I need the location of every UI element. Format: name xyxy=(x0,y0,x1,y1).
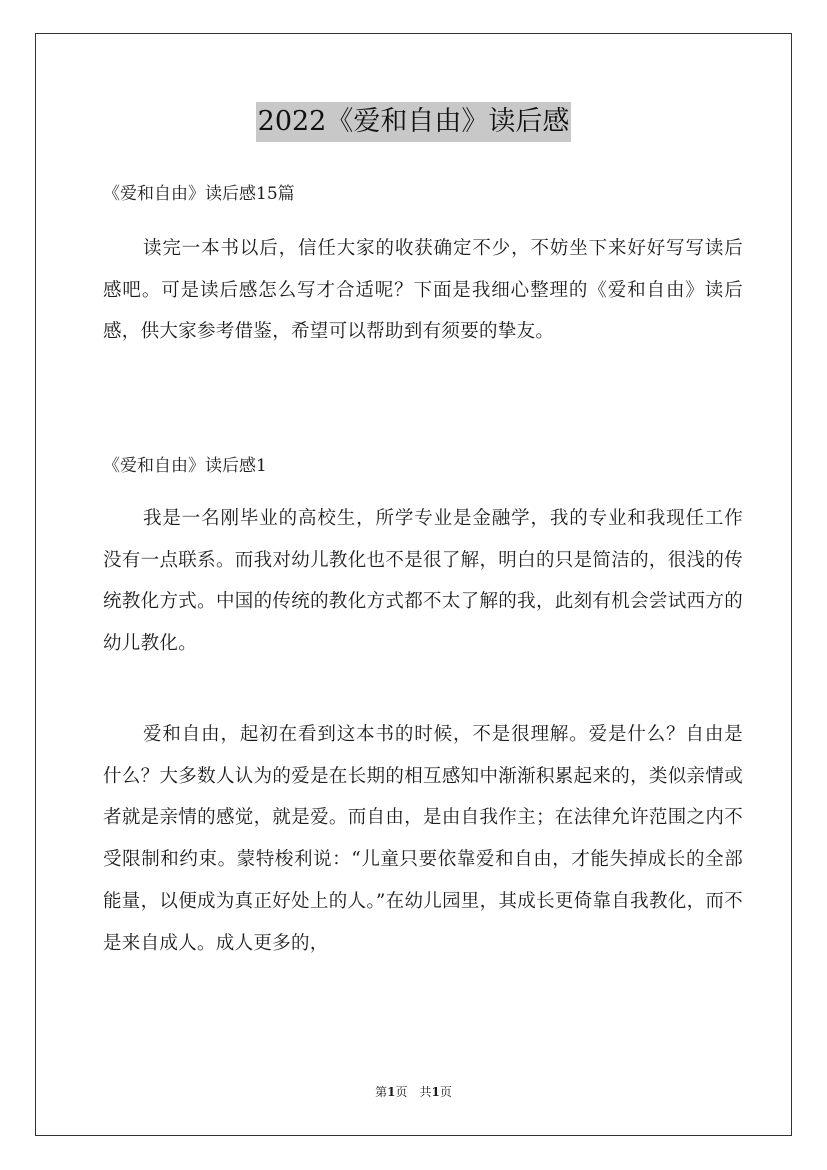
section1-paragraph-2: 爱和自由，起初在看到这本书的时候，不是很理解。爱是什么？自由是什么？大多数人认为的爱是在长期的相互感知中渐渐积累起来的，类似亲情或者就是亲情的感觉，就是爱。而自由，是由自我作主；在法律允许范围之内不受限制和约束。蒙特梭利说：“儿童只要依靠爱和自由，才能失掉成长的全部能量，以便成为真正好处上的人。”在幼儿园里，其成长更倚靠自我教化，而不是来自成人。成人更多的， xyxy=(103,724,743,954)
footer-total-pages: 1 xyxy=(431,1085,440,1099)
document-title: 2022《爱和自由》读后感 xyxy=(256,102,572,142)
main-heading: 《爱和自由》读后感15篇 xyxy=(103,184,295,204)
footer-page-number: 1 xyxy=(387,1085,396,1099)
footer-suffix: 页 xyxy=(439,1085,452,1099)
page-footer xyxy=(0,1083,827,1100)
footer-prefix: 第 xyxy=(375,1085,388,1099)
document-title-wrap xyxy=(0,102,827,142)
section1-heading: 《爱和自由》读后感1 xyxy=(103,456,267,476)
section1-paragraph-1: 我是一名刚毕业的高校生，所学专业是金融学，我的专业和我现任工作没有一点联系。而我对幼儿教化也不是很了解，明白的只是简洁的，很浅的传统教化方式。中国的传统的教化方式都不太了解的我，此刻有机会尝试西方的幼儿教化。 xyxy=(103,508,743,655)
footer-mid: 页 共 xyxy=(395,1085,432,1099)
intro-paragraph: 读完一本书以后，信任大家的收获确定不少，不妨坐下来好好写写读后感吧。可是读后感怎么写才合适呢？下面是我细心整理的《爱和自由》读后感，供大家参考借鉴，希望可以帮助到有须要的挚友。 xyxy=(103,238,743,343)
